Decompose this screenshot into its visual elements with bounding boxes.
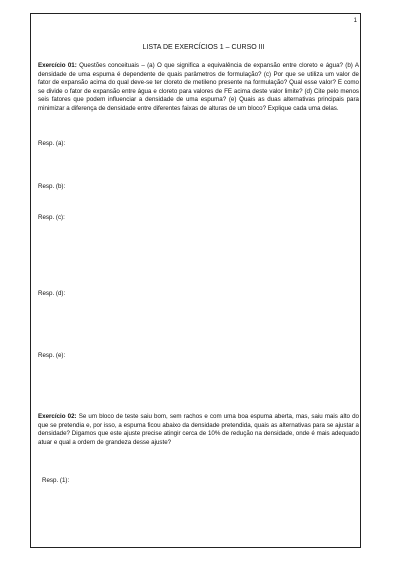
response-1: Resp. (1): bbox=[42, 477, 70, 484]
page-number: 1 bbox=[353, 18, 357, 24]
document-title: LISTA DE EXERCÍCIOS 1 – CURSO III bbox=[142, 44, 265, 51]
response-d: Resp. (d): bbox=[38, 290, 66, 297]
response-c: Resp. (c): bbox=[38, 214, 65, 221]
response-b: Resp. (b): bbox=[38, 183, 66, 190]
exercise-2-label: Exercício 02: bbox=[38, 413, 77, 420]
exercise-2-text: Se um bloco de teste saiu bom, sem rachos e com uma boa espuma aberta, mas, saiu mais alto do que se pretendia e, por isso, a espuma ficou abaixo da densidade pretendida, quais as alternativas para se ajustar a densidade? Digamos que este ajuste precise atingir cerca de 10% de redução na densidade, onde é mais adequado atuar e qual a ordem de grandeza desse ajuste? bbox=[38, 413, 359, 446]
exercise-1-label: Exercício 01: bbox=[38, 62, 77, 69]
exercise-2 bbox=[38, 413, 359, 447]
response-e: Resp. (e): bbox=[38, 352, 66, 359]
exercise-1 bbox=[38, 62, 359, 114]
response-a: Resp. (a): bbox=[38, 140, 66, 147]
exercise-1-text: Questões conceituais – (a) O que significa a equivalência de expansão entre cloreto e água? (b) A densidade de uma espuma é dependente de quais parâmetros de formulação? (c) Por que se utiliza um valor de fator de expansão acima do qual deve-se ter cloreto de metileno presente na formulação? Qual esse valor? E como se divide o fator de expansão entre água e cloreto para valores de FE acima deste valor limite? (d) Cite pelo menos seis fatores que podem influenciar a densidade de uma espuma? (e) Quais as duas alternativas principais para minimizar a diferença de densidade entre diferentes faixas de alturas de um bloco? Explique cada uma delas. bbox=[38, 62, 360, 112]
